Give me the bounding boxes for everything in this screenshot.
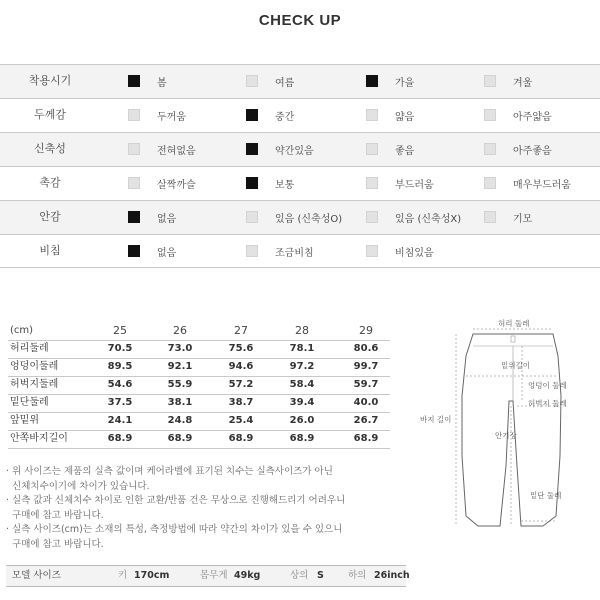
checkup-option [128, 143, 196, 155]
pants-measurement-diagram [418, 316, 598, 548]
size-column-header: 26 [173, 324, 187, 337]
checkup-option [484, 211, 532, 223]
checkup-option [366, 211, 461, 223]
checkup-row-label: 비침 [39, 244, 61, 257]
note-line: 구매에 참고 바랍니다. [6, 538, 104, 550]
model-size-label: 모델 사이즈 [12, 570, 61, 581]
checkup-option [128, 177, 196, 189]
checkup-option [246, 143, 314, 155]
size-cell: 73.0 [167, 343, 193, 354]
size-cell: 37.5 [107, 397, 133, 408]
unchecked-box-icon [246, 245, 258, 257]
checkup-option-label: 아주좋음 [513, 145, 552, 157]
unchecked-box-icon [246, 211, 258, 223]
checkup-option [366, 177, 434, 189]
size-row-label: 허리둘레 [10, 343, 49, 354]
size-cell: 68.9 [289, 433, 315, 444]
size-cell: 68.9 [228, 433, 254, 444]
unchecked-box-icon [366, 177, 378, 189]
checkup-grid [0, 64, 600, 268]
size-row [8, 412, 390, 430]
size-cell: 94.6 [228, 361, 254, 372]
checked-box-icon [128, 75, 140, 87]
checkup-option [484, 109, 552, 121]
checkup-option [366, 109, 414, 121]
checkup-option-label: 비침있음 [395, 247, 434, 259]
size-cell: 26.0 [289, 415, 315, 426]
size-cell: 68.9 [167, 433, 193, 444]
button-shape [511, 336, 515, 342]
model-weight-key: 몸무게 [200, 570, 228, 581]
checkup-option [366, 245, 434, 257]
checkup-row-label: 안감 [39, 210, 61, 223]
checkup-option-label: 있음 (신축성X) [395, 213, 462, 225]
checkup-row [0, 98, 600, 132]
unchecked-box-icon [366, 109, 378, 121]
size-cell: 92.1 [167, 361, 193, 372]
length-label: 바지 길이 [420, 415, 452, 424]
hip-label: 엉덩이 둘레 [528, 381, 567, 390]
unchecked-box-icon [128, 109, 140, 121]
checkup-row-label: 촉감 [39, 176, 61, 189]
checkup-option [128, 245, 176, 257]
checkup-option [484, 75, 532, 87]
checked-box-icon [128, 211, 140, 223]
unchecked-box-icon [246, 75, 258, 87]
rise-label: 밑위길이 [501, 361, 530, 370]
size-row [8, 340, 390, 358]
checkup-option [246, 211, 342, 223]
checkup-option-label: 중간 [275, 111, 295, 123]
size-cell: 38.1 [167, 397, 193, 408]
checkup-row-label: 착용시기 [28, 74, 72, 87]
checkup-option-label: 아주얇음 [513, 111, 552, 123]
checkup-option-label: 보통 [275, 179, 295, 191]
size-cell: 68.9 [107, 433, 133, 444]
checkup-row-label: 두께감 [34, 108, 66, 121]
size-row-label: 밑단둘레 [10, 397, 49, 408]
size-cell: 38.7 [228, 397, 254, 408]
size-cell: 39.4 [289, 397, 315, 408]
size-header-row [8, 322, 390, 340]
size-cell: 68.9 [353, 433, 379, 444]
unchecked-box-icon [484, 109, 496, 121]
checkup-option [366, 143, 414, 155]
size-cell: 97.2 [289, 361, 315, 372]
size-cell: 59.7 [353, 379, 379, 390]
size-cell: 89.5 [107, 361, 133, 372]
size-cell: 55.9 [167, 379, 193, 390]
size-cell: 25.4 [228, 415, 254, 426]
checkup-option-label: 두꺼움 [157, 111, 186, 123]
model-bottom-key: 하의 [348, 570, 367, 581]
hem-label: 밑단 둘레 [530, 491, 562, 500]
checkup-option-label: 조금비침 [275, 247, 314, 259]
checkup-option [246, 245, 314, 257]
model-size-bar [6, 565, 410, 587]
inseam-label: 안기장 [495, 431, 517, 440]
checked-box-icon [366, 75, 378, 87]
checkup-option-label: 없음 [157, 213, 177, 225]
note-line: 신체치수이기에 차이가 있습니다. [6, 480, 150, 492]
unchecked-box-icon [366, 211, 378, 223]
checkup-option-label: 있음 (신축성O) [275, 213, 343, 225]
unchecked-box-icon [484, 143, 496, 155]
checkup-option-label: 가을 [395, 77, 415, 89]
checkup-row [0, 132, 600, 166]
size-row [8, 430, 390, 448]
size-row [8, 376, 390, 394]
unchecked-box-icon [366, 143, 378, 155]
checkup-option-label: 여름 [275, 77, 295, 89]
checkup-row [0, 166, 600, 200]
model-height-value: 170cm [134, 570, 170, 581]
size-column-header: 25 [113, 324, 127, 337]
unchecked-box-icon [128, 177, 140, 189]
size-cell: 75.6 [228, 343, 254, 354]
checkup-option-label: 겨울 [513, 77, 533, 89]
checked-box-icon [128, 245, 140, 257]
checkup-option [128, 109, 186, 121]
note-line: · 위 사이즈는 제품의 실측 값이며 케어라벨에 표기된 치수는 실측사이즈가 아닌 [6, 466, 333, 477]
size-row-label: 앞밑위 [10, 415, 39, 426]
model-height-key: 키 [118, 570, 128, 581]
size-cell: 80.6 [353, 343, 379, 354]
checkup-row-label: 신축성 [34, 142, 66, 155]
size-column-header: 27 [234, 324, 248, 337]
unchecked-box-icon [128, 143, 140, 155]
checkup-row [0, 234, 600, 268]
size-row [8, 394, 390, 412]
size-cell: 26.7 [353, 415, 379, 426]
checkup-option-label: 약간있음 [275, 145, 314, 157]
checkup-option [246, 75, 294, 87]
model-top-value: S [317, 570, 324, 581]
note-line: · 실측 값과 신체치수 차이로 인한 교환/반품 건은 무상으로 진행해드리기 어려우니 [6, 495, 346, 506]
checkup-option-label: 매우부드러움 [513, 179, 571, 191]
checked-box-icon [246, 143, 258, 155]
model-weight-value: 49kg [234, 570, 261, 581]
checkup-option-label: 없음 [157, 247, 177, 259]
size-row-label: 엉덩이둘레 [10, 361, 59, 372]
thigh-label: 허벅지 둘레 [528, 399, 567, 408]
size-column-header: 28 [295, 324, 309, 337]
page-title: CHECK UP [258, 12, 342, 29]
note-line: 구매에 참고 바랍니다. [6, 509, 104, 521]
model-bottom-value: 26inch [374, 570, 410, 581]
checkup-option-label: 살짝까슬 [157, 179, 196, 191]
size-table [8, 322, 390, 449]
checkup-option [484, 143, 552, 155]
size-unit-label: (cm) [10, 325, 34, 336]
waist-label: 허리 둘레 [498, 319, 530, 328]
size-cell: 57.2 [228, 379, 254, 390]
checkup-option-label: 부드러움 [395, 179, 434, 191]
unchecked-box-icon [484, 177, 496, 189]
size-notes [6, 465, 396, 552]
size-cell: 40.0 [353, 397, 379, 408]
checkup-row [0, 200, 600, 234]
checkup-option-label: 얇음 [395, 111, 415, 123]
size-column-header: 29 [359, 324, 373, 337]
size-cell: 58.4 [289, 379, 315, 390]
checkup-option-label: 좋음 [395, 145, 415, 157]
checkup-option [484, 177, 571, 189]
checkup-row [0, 64, 600, 98]
checkup-option-label: 기모 [513, 213, 533, 225]
unchecked-box-icon [484, 211, 496, 223]
model-top-key: 상의 [290, 570, 309, 581]
checkup-option-label: 봄 [157, 77, 167, 89]
checked-box-icon [246, 109, 258, 121]
unchecked-box-icon [484, 75, 496, 87]
checkup-option [128, 211, 176, 223]
size-cell: 24.8 [167, 415, 193, 426]
size-row-label: 안쪽바지길이 [10, 433, 68, 444]
size-cell: 54.6 [107, 379, 133, 390]
size-cell: 99.7 [353, 361, 379, 372]
note-line: · 실측 사이즈(cm)는 소재의 특성, 측정방법에 따라 약간의 차이가 있을 수 있으니 [6, 524, 343, 535]
size-cell: 78.1 [289, 343, 315, 354]
checkup-option [366, 75, 414, 87]
size-row-label: 허벅지둘레 [10, 379, 59, 390]
size-cell: 24.1 [107, 415, 133, 426]
size-row [8, 358, 390, 376]
checkup-option [246, 177, 294, 189]
checked-box-icon [246, 177, 258, 189]
size-cell: 70.5 [107, 343, 133, 354]
checkup-option [128, 75, 167, 87]
unchecked-box-icon [366, 245, 378, 257]
checkup-option-label: 전혀없음 [157, 145, 196, 157]
checkup-option [246, 109, 294, 121]
